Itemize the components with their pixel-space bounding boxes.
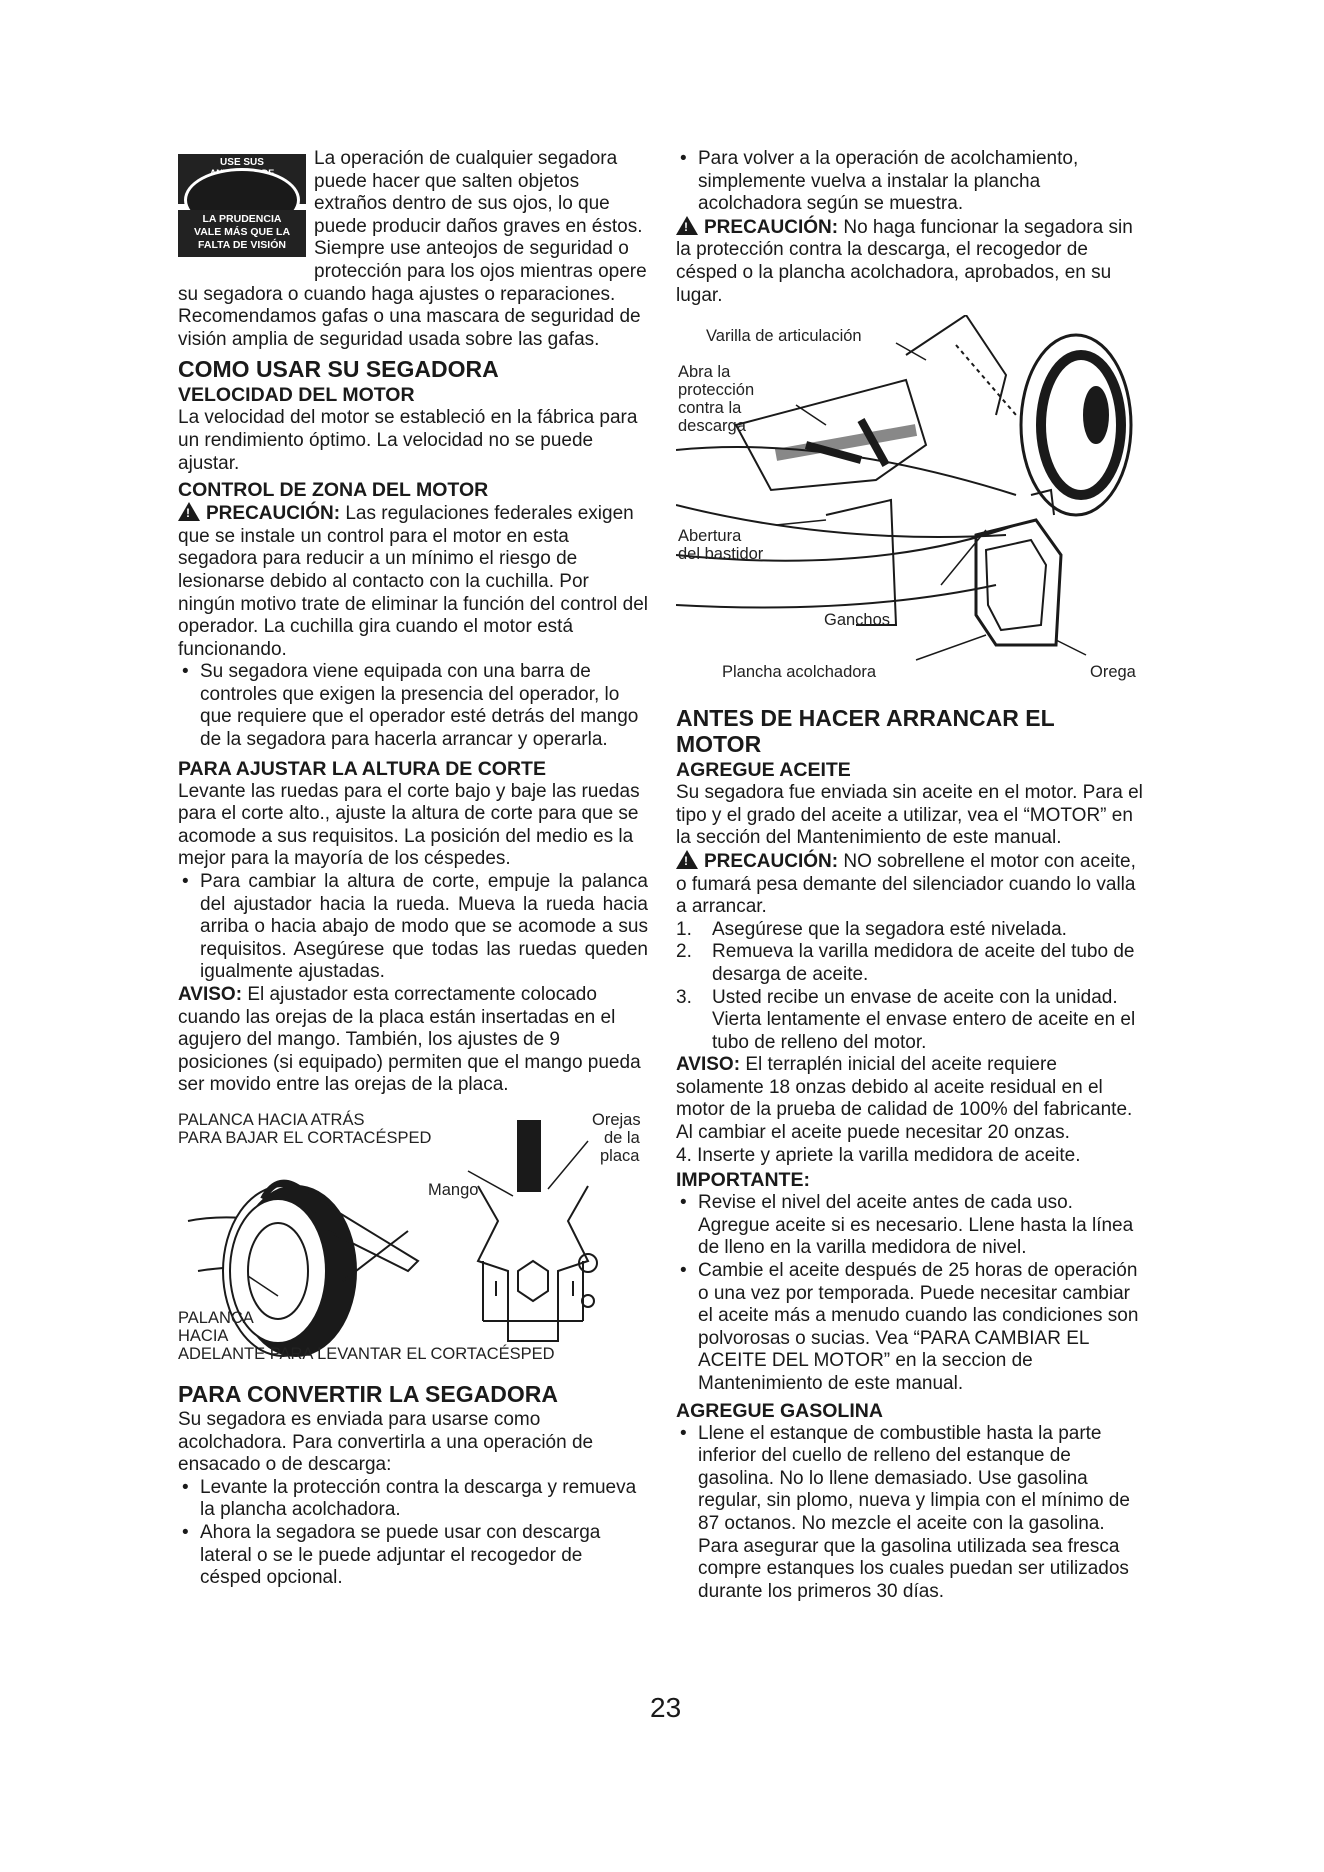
figure-label: protección (678, 381, 755, 400)
list-item (676, 941, 1146, 986)
bullet-list (676, 1423, 1146, 1604)
numbered-list (676, 919, 1146, 1055)
figure-label: Plancha acolchadora (722, 663, 877, 682)
bullet-list (178, 871, 648, 984)
aviso-paragraph (178, 984, 648, 1097)
badge-bottom-line: FALTA DE VISIÓN (198, 239, 286, 251)
bullet-list (178, 1477, 648, 1590)
aviso-label: AVISO: (676, 1054, 741, 1076)
list-number: 3. (676, 986, 692, 1008)
subsection-heading: IMPORTANTE: (676, 1169, 810, 1192)
caution-paragraph (178, 502, 648, 661)
figure-label: Abertura (678, 527, 742, 546)
page-number: 23 (650, 1692, 682, 1723)
warning-triangle-icon (178, 502, 200, 521)
subsection-heading: PARA AJUSTAR LA ALTURA DE CORTE (178, 757, 546, 780)
list-item: • Cambie el aceite después de 25 horas de operación o una vez por temporada. Puede necesitar cambiar el aceite más a menudo cuando las condiciones son polvorosas o sucias. Vea “PARA CAMBIAR EL ACEITE DEL MOTOR” en la seccion de Mantenimiento de este manual. (676, 1260, 1146, 1396)
section-heading: PARA CONVERTIR LA SEGADORA (178, 1380, 558, 1407)
list-item: • Su segadora viene equipada con una barra de controles que exigen la presencia del operador, lo que requiere que el operador esté detrás del mango de la segadora para hacerla arrancar y operarla. (178, 661, 648, 751)
list-item: • Revise el nivel del aceite antes de cada uso. Agregue aceite si es necesario. Llene hasta la línea de lleno en la varilla medidora de nivel. (676, 1192, 1146, 1260)
aviso-text: El ajustador esta correctamente colocado cuando las orejas de la placa están insertadas en el agujero del mango. También, los ajustes de 9 posiciones (si equipado) permiten que el mango pueda ser movido entre las orejas de la placa. (178, 984, 641, 1096)
left-column (178, 148, 648, 1590)
step-4 (676, 1145, 1146, 1168)
figure-label: Orejas (592, 1110, 641, 1129)
height-adjust-figure (178, 1111, 648, 1371)
warning-triangle-icon (676, 216, 698, 235)
list-item: • Ahora la segadora se puede usar con descarga lateral o se le puede adjuntar el recogedor de césped opcional. (178, 1522, 648, 1590)
figure-label: placa (600, 1146, 640, 1165)
figure-label: del bastidor (678, 545, 764, 564)
figure-label: Abra la (678, 363, 731, 382)
badge-bottom-line: LA PRUDENCIA (202, 213, 282, 225)
intro-text: La operación de cualquier segadora puede hacer que salten objetos extraños dentro de sus ojos, lo que puede producir daños graves en éstos. Siempre use anteojos de seguridad o protección para los ojos mientras opere su segadora o cuando haga ajustes o reparaciones. Recomendamos gafas o una mascara de seguridad de visión amplia de seguridad usada sobre las gafas. (178, 148, 647, 350)
warning-triangle-icon (676, 850, 698, 869)
badge-top-line: USE SUS (220, 157, 264, 168)
figure-label: PALANCA (178, 1308, 254, 1327)
caution-label: PRECAUCIÓN: (206, 503, 341, 525)
figure-label: Mango (428, 1180, 479, 1199)
figure-label: Orega (1090, 663, 1136, 682)
list-item (676, 987, 1146, 1055)
list-item: • Llene el estanque de combustible hasta la parte inferior del cuello de relleno del estanque de gasolina. No lo llene demasiado. Use gasolina regular, sin plomo, nueva y limpia con el mínimo de 87 octanos. No mezcle el aceite con la gasolina. Para asegurar que la gasolina utilizada sea fresca compre estanques los cuales puedan ser utilizados durante los primeros 30 días. (676, 1423, 1146, 1604)
subsection-heading: CONTROL DE ZONA DEL MOTOR (178, 479, 489, 502)
caution-text: NO sobrellene el motor con aceite, o fumará pesa demante del silenciador cuando lo valla a arrancar. (676, 850, 1136, 918)
list-item: • Para cambiar la altura de corte, empuje la palanca del ajustador hacia la rueda. Mueva la rueda hacia arriba o hacia abajo de modo que se acomode a sus requisitos. Asegúrese que todas las ruedas queden igualmente ajustadas. (178, 871, 648, 984)
list-item (676, 919, 1146, 942)
figure-label: PARA BAJAR EL CORTACÉSPED (178, 1128, 432, 1147)
paragraph: Levante las ruedas para el corte bajo y baje las ruedas para el corte alto., ajuste la altura de corte para que se acomode a sus requisitos. La posición del medio es la mejor para la mayoría de los céspedes. (178, 780, 640, 870)
list-text: Asegúrese que la segadora esté nivelada. (712, 918, 1067, 940)
list-text: Inserte y apriete la varilla medidora de aceite. (697, 1144, 1081, 1166)
figure-label: contra la (678, 399, 742, 418)
aviso-label: AVISO: (178, 984, 243, 1005)
mower-deck-illustration (676, 315, 1146, 695)
caution-paragraph (676, 216, 1146, 307)
aviso-text: El terraplén inicial del aceite requiere solamente 18 onzas debido al aceite residual en el motor de la prueba de calidad de 100% del fabricante. Al cambiar el aceite puede necesitar 20 onzas. (676, 1054, 1133, 1144)
mower-wheel-illustration (178, 1111, 648, 1371)
aviso-paragraph (676, 1054, 1146, 1144)
figure-label: HACIA (178, 1326, 229, 1345)
caution-label: PRECAUCIÓN: (704, 216, 839, 238)
list-text: Remueva la varilla medidora de aceite del tubo de desarga de aceite. (712, 941, 1135, 985)
list-number: 4. (676, 1144, 692, 1166)
subsection-heading: VELOCIDAD DEL MOTOR (178, 384, 415, 407)
bullet-list (676, 148, 1146, 216)
right-column (676, 148, 1146, 1603)
paragraph: La velocidad del motor se estableció en la fábrica para un rendimiento óptimo. La velocidad no se puede ajustar. (178, 407, 638, 474)
mulch-plate-figure (676, 315, 1146, 695)
caution-text: Las regulaciones federales exigen que se instale un control para el motor en esta segadora para reducir a un mínimo el riesgo de lesionarse debido al contacto con la cuchilla. Por ningún motivo trate de eliminar la función del control del operador. La cuchilla gira cuando el motor está funcionando. (178, 503, 648, 660)
paragraph: Su segadora fue enviada sin aceite en el motor. Para el tipo y el grado del aceite a utilizar, vea el “MOTOR” en la sección del Mantenimiento de este manual. (676, 782, 1143, 849)
paragraph: Su segadora es enviada para usarse como acolchadora. Para convertirla a una operación de ensacado o de descarga: (178, 1408, 594, 1476)
figure-label: Varilla de articulación (706, 327, 862, 346)
list-number: 1. (676, 918, 692, 940)
subsection-heading: AGREGUE GASOLINA (676, 1399, 883, 1422)
safety-glasses-warning-badge (178, 148, 306, 263)
list-item: • Levante la protección contra la descarga y remueva la plancha acolchadora. (178, 1477, 648, 1522)
caution-text: No haga funcionar la segadora sin la protección contra la descarga, el recogedor de césped o la plancha acolchadora, aprobados, en su lugar. (676, 216, 1133, 306)
bullet-list (676, 1192, 1146, 1395)
section-heading: ANTES DE HACER ARRANCAR EL MOTOR (676, 705, 1055, 758)
list-text: Usted recibe un envase de aceite con la unidad. Vierta lentamente el envase entero de aceite en el tubo de relleno del motor. (712, 986, 1136, 1053)
list-number: 2. (676, 941, 692, 963)
subsection-heading: AGREGUE ACEITE (676, 759, 851, 782)
list-item: • Para volver a la operación de acolchamiento, simplemente vuelva a instalar la plancha acolchadora según se muestra. (676, 148, 1146, 216)
figure-label: de la (604, 1128, 640, 1147)
section-heading: COMO USAR SU SEGADORA (178, 356, 499, 383)
figure-label: PALANCA HACIA ATRÁS (178, 1110, 365, 1129)
figure-label: descarga (678, 417, 746, 436)
figure-label: ADELANTE PARA LEVANTAR EL CORTACÉSPED (178, 1344, 555, 1363)
caution-label: PRECAUCIÓN: (704, 850, 839, 872)
bullet-list (178, 661, 648, 751)
badge-bottom (178, 210, 306, 257)
badge-bottom-line: VALE MÁS QUE LA (193, 226, 291, 238)
figure-label: Ganchos (824, 611, 891, 630)
caution-paragraph (676, 850, 1146, 919)
